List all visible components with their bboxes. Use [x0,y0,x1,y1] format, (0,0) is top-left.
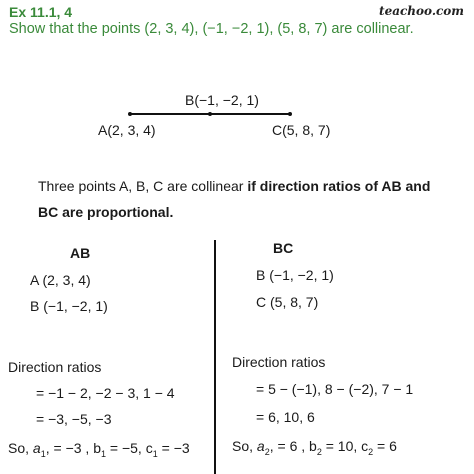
condition-plain: Three points A, B, C are collinear [38,178,248,194]
bc-dr-computation: = 5 − (−1), 8 − (−2), 7 − 1 [256,381,414,397]
c2-symbol: c [361,438,369,454]
collinear-condition-line1 [38,178,430,194]
b1-subscript: 1 [101,448,107,459]
ab-point-b: B (−1, −2, 1) [30,298,108,314]
bc-direction-ratios-label: Direction ratios [232,354,326,370]
ab-heading: AB [70,245,91,261]
a2-subscript: 2 [264,446,270,457]
bc-point-c: C (5, 8, 7) [256,294,319,310]
bc-ratios-summary [232,438,397,457]
ab-dr-computation: = −1 − 2, −2 − 3, 1 − 4 [36,385,175,401]
a1-symbol: a [32,440,41,456]
column-divider [214,240,216,474]
bc-point-b: B (−1, −2, 1) [256,267,334,283]
b2-subscript: 2 [316,446,322,457]
condition-bold-1: if direction ratios of AB and [247,178,431,194]
label-point-c: C(5, 8, 7) [272,122,331,138]
label-point-b: B(−1, −2, 1) [185,92,259,108]
c1-value: = −3 [157,440,190,456]
condition-bold-2: BC are proportional. [38,204,174,220]
b2-symbol: b [309,438,317,454]
ab-direction-ratios-label: Direction ratios [8,359,102,375]
b1-symbol: b [93,440,101,456]
ab-so-prefix: So, [8,440,33,456]
teachoo-logo: teachoo.com [379,4,464,18]
bc-so-prefix: So, [232,438,257,454]
exercise-title: Ex 11.1, 4 [9,4,73,20]
bc-dr-result: = 6, 10, 6 [256,409,315,425]
a1-subscript: 1 [40,448,46,459]
c1-symbol: c [145,440,153,456]
bc-heading: BC [273,240,294,256]
b2-value: = 10, [321,438,362,454]
ab-dr-result: = −3, −5, −3 [36,411,112,427]
a2-symbol: a [256,438,265,454]
question-text: Show that the points (2, 3, 4), (−1, −2, 1), (5, 8, 7) are collinear. [9,21,414,37]
ab-point-a: A (2, 3, 4) [30,272,91,288]
point-c-dot [288,112,292,116]
collinear-condition-line2 [38,204,173,220]
c2-value: = 6 [373,438,397,454]
point-a-dot [128,112,132,116]
label-point-a: A(2, 3, 4) [98,122,156,138]
point-b-dot [208,112,212,116]
ab-ratios-summary [8,440,190,459]
a1-value: , = −3 , [45,440,94,456]
b1-value: = −5, [106,440,146,456]
a2-value: , = 6 , [269,438,310,454]
c2-subscript: 2 [368,446,374,457]
c1-subscript: 1 [152,448,158,459]
